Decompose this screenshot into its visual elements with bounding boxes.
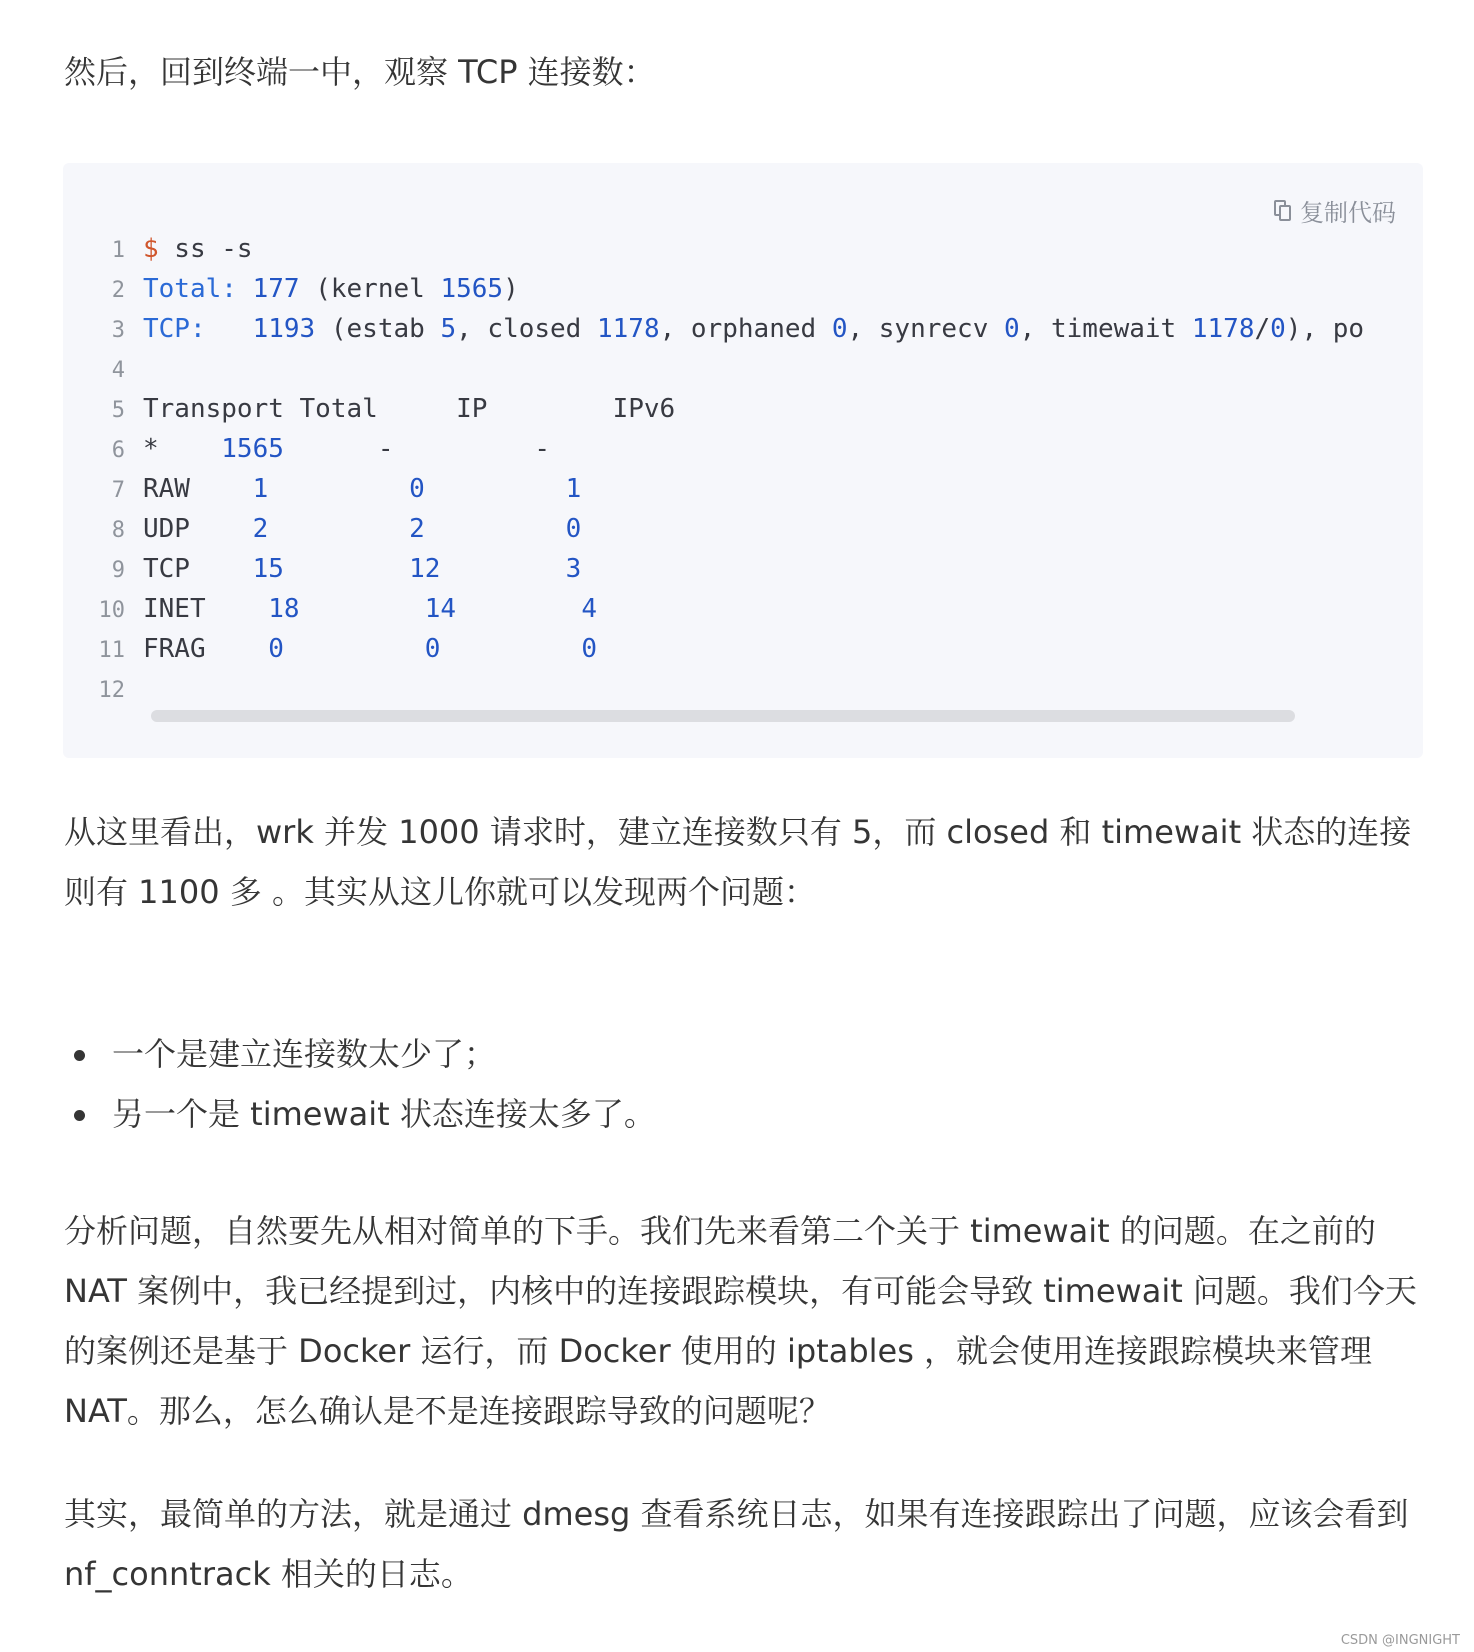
code-token: 2 <box>409 514 425 544</box>
code-token: / <box>1254 314 1271 344</box>
code-token: 3 <box>565 554 582 584</box>
copy-code-label: 复制代码 <box>1300 199 1396 227</box>
line-number: 8 <box>111 518 125 543</box>
code-lines <box>83 229 1364 709</box>
code-token: 1 <box>565 474 582 504</box>
code-token <box>284 554 409 584</box>
code-token: 0 <box>268 634 284 664</box>
code-token: $ <box>143 234 159 264</box>
code-line <box>83 229 1364 269</box>
code-token: 0 <box>409 474 425 504</box>
code-token <box>440 634 581 664</box>
code-token <box>425 474 566 504</box>
line-number: 6 <box>111 438 125 463</box>
code-token: 15 <box>252 554 284 584</box>
code-token: 12 <box>409 554 441 584</box>
code-token <box>206 314 253 344</box>
copy-code-button[interactable] <box>1274 193 1396 228</box>
line-number: 7 <box>111 478 125 503</box>
code-token: 0 <box>1004 314 1020 344</box>
list-item-text: 一个是建立连接数太少了； <box>112 1035 497 1073</box>
code-token <box>300 594 425 624</box>
code-line <box>83 309 1364 349</box>
code-token <box>268 514 409 544</box>
paragraph-timewait: 分析问题，自然要先从相对简单的下手。我们先来看第二个关于 timewait 的问题。在之前的 NAT 案例中，我已经提到过，内核中的连接跟踪模块，有可能会导致 timewait 问题。我们今天的案例还是基于 Docker 运行，而 Docker 使用的 iptables ，就会使用连接跟踪模块来管理 NAT。那么，怎么确认是不是连接跟踪导致的问题呢？ <box>64 1212 1417 1430</box>
code-token: * <box>143 434 222 464</box>
line-number: 4 <box>111 358 125 383</box>
line-number: 1 <box>111 238 125 263</box>
code-line <box>83 589 1364 629</box>
code-token: TCP <box>143 554 253 584</box>
line-number: 11 <box>98 638 125 663</box>
issue-list <box>64 1024 656 1144</box>
code-token: 2 <box>252 514 269 544</box>
code-line <box>83 429 1364 469</box>
code-token: 1178 <box>597 314 660 344</box>
intro-paragraph: 然后，回到终端一中，观察 TCP 连接数： <box>64 53 656 91</box>
code-token: FRAG <box>143 634 269 664</box>
code-token: 0 <box>424 634 441 664</box>
line-number: 2 <box>111 278 125 303</box>
code-token <box>440 554 565 584</box>
code-line <box>83 549 1364 589</box>
code-token: 0 <box>565 514 582 544</box>
code-token: 1 <box>252 474 269 504</box>
code-line <box>83 389 1364 429</box>
code-token: RAW <box>143 474 253 504</box>
code-token <box>268 474 409 504</box>
code-token <box>456 594 581 624</box>
code-token: Transport Total IP IPv6 <box>143 394 676 424</box>
code-token: 0 <box>831 314 848 344</box>
code-token: TCP: <box>143 314 206 344</box>
list-item-text: 另一个是 timewait 状态连接太多了。 <box>112 1095 656 1133</box>
code-token: 1193 <box>252 314 316 344</box>
code-token: ) <box>503 274 519 304</box>
list-item <box>64 1084 656 1144</box>
bullet-dot <box>74 1110 85 1121</box>
code-block <box>63 163 1423 758</box>
line-number: 9 <box>111 558 125 583</box>
copy-icon <box>1274 200 1292 222</box>
code-token: , timewait <box>1019 314 1192 344</box>
code-token: 14 <box>424 594 457 624</box>
code-line <box>83 509 1364 549</box>
code-token: UDP <box>143 514 253 544</box>
line-number: 3 <box>111 318 125 343</box>
code-token: 1565 <box>221 434 284 464</box>
code-token: 1565 <box>440 274 504 304</box>
code-token: (estab <box>315 314 441 344</box>
code-token: (kernel <box>299 274 441 304</box>
code-line <box>83 469 1364 509</box>
paragraph-analysis: 从这里看出，wrk 并发 1000 请求时，建立连接数只有 5，而 closed 和 timewait 状态的连接则有 1100 多 。其实从这儿你就可以发现两个问题： <box>64 813 1412 911</box>
code-token: ), po <box>1285 314 1365 344</box>
code-token: 18 <box>268 594 300 624</box>
bullet-dot <box>74 1050 85 1061</box>
code-token: , closed <box>456 314 597 344</box>
code-token: 0 <box>581 634 597 664</box>
code-token: , orphaned <box>659 314 832 344</box>
code-line <box>83 629 1364 669</box>
horizontal-scrollbar[interactable] <box>151 710 1295 722</box>
code-token: 0 <box>1270 314 1286 344</box>
code-token: 177 <box>252 274 300 304</box>
code-token: , synrecv <box>847 314 1005 344</box>
code-token: Total: <box>143 274 237 304</box>
code-token: ss -s <box>158 234 253 264</box>
code-token <box>237 274 253 304</box>
list-item <box>64 1024 656 1084</box>
code-line <box>83 349 1364 389</box>
line-number: 12 <box>98 678 125 703</box>
code-token: - - <box>283 434 551 464</box>
code-token: 4 <box>581 594 597 624</box>
code-line <box>83 669 1364 709</box>
code-token: 1178 <box>1191 314 1255 344</box>
watermark-credit: CSDN @INGNIGHT <box>1340 1633 1460 1648</box>
code-token: 5 <box>440 314 457 344</box>
paragraph-dmesg: 其实，最简单的方法，就是通过 dmesg 查看系统日志，如果有连接跟踪出了问题，应该会看到 nf_conntrack 相关的日志。 <box>64 1495 1409 1593</box>
line-number: 10 <box>98 598 125 623</box>
code-token <box>425 514 566 544</box>
code-token <box>284 634 425 664</box>
line-number: 5 <box>111 398 125 423</box>
code-token: INET <box>143 594 269 624</box>
code-line <box>83 269 1364 309</box>
